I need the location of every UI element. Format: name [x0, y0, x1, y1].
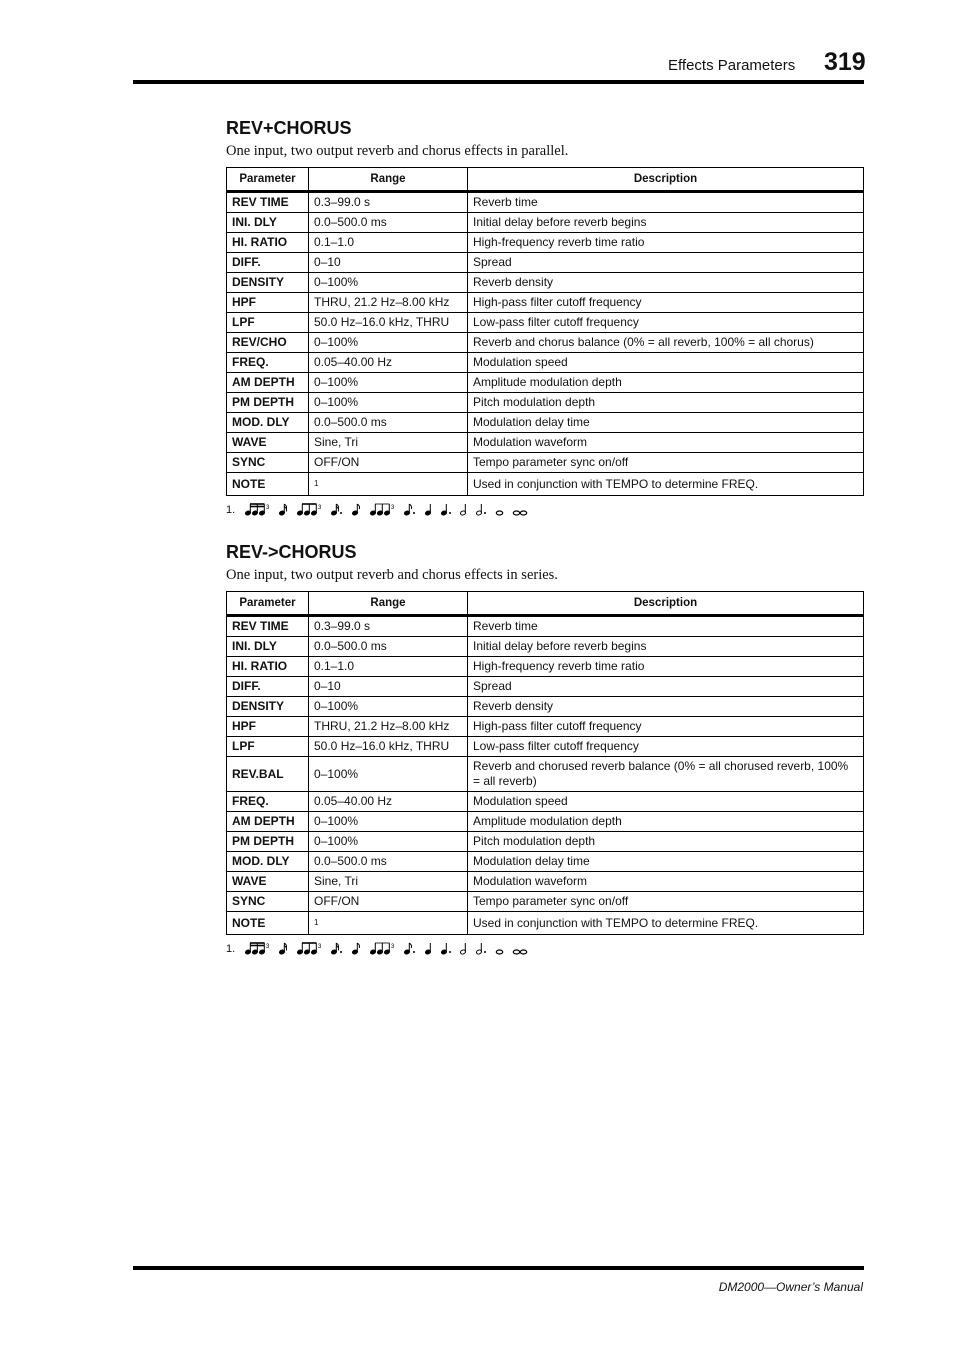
table-row: [227, 717, 864, 737]
cell-parameter: WAVE: [227, 872, 309, 892]
table-header-row: [227, 168, 864, 192]
table-row: [227, 872, 864, 892]
table-row: [227, 697, 864, 717]
cell-range: 0–100%: [309, 832, 468, 852]
cell-range: 0–10: [309, 253, 468, 273]
cell-parameter: PM DEPTH: [227, 393, 309, 413]
svg-text:3: 3: [391, 505, 395, 511]
footnote: [226, 941, 863, 957]
footnote-number: 1.: [226, 943, 236, 955]
table-row: [227, 852, 864, 872]
cell-description: Initial delay before reverb begins: [468, 213, 864, 233]
cell-description: Reverb time: [468, 192, 864, 213]
table-row: [227, 812, 864, 832]
column-header-description: Description: [468, 592, 864, 616]
cell-range: [309, 912, 468, 935]
parameter-table: [226, 591, 864, 935]
page-number: 319: [824, 48, 866, 76]
table-row: [227, 433, 864, 453]
table-row: [227, 616, 864, 637]
eighth-triplet-note-icon: [297, 942, 323, 955]
dotted-eighth-note-icon: [404, 503, 417, 516]
cell-range: Sine, Tri: [309, 433, 468, 453]
cell-range: [309, 473, 468, 496]
cell-parameter: HI. RATIO: [227, 233, 309, 253]
dotted-quarter-note-icon: [441, 503, 452, 516]
header-rule: [133, 80, 864, 84]
eighth-note-icon: [352, 942, 362, 955]
cell-parameter: INI. DLY: [227, 213, 309, 233]
cell-description: Spread: [468, 677, 864, 697]
column-header-description: Description: [468, 168, 864, 192]
cell-description: Modulation speed: [468, 353, 864, 373]
section-title: REV+CHORUS: [226, 118, 352, 138]
cell-description: Modulation speed: [468, 792, 864, 812]
cell-parameter: SYNC: [227, 453, 309, 473]
cell-range: 0.05–40.00 Hz: [309, 353, 468, 373]
cell-parameter: NOTE: [227, 912, 309, 935]
half-note-icon: [460, 942, 468, 955]
footer-rule: [133, 1266, 864, 1270]
cell-parameter: HI. RATIO: [227, 657, 309, 677]
cell-parameter: MOD. DLY: [227, 852, 309, 872]
cell-description: Reverb and chorus balance (0% = all reverb, 100% = all chorus): [468, 333, 864, 353]
cell-parameter: REV TIME: [227, 192, 309, 213]
table-row: [227, 293, 864, 313]
section-rev-chorus-series: [226, 541, 863, 957]
table-row: [227, 757, 864, 792]
dotted-half-note-icon: [476, 503, 487, 516]
whole-note-icon: [495, 503, 504, 516]
cell-range: 0.0–500.0 ms: [309, 637, 468, 657]
svg-text:3: 3: [266, 505, 270, 511]
table-row: [227, 737, 864, 757]
cell-description: Pitch modulation depth: [468, 393, 864, 413]
table-row: [227, 413, 864, 433]
cell-range: 0.1–1.0: [309, 657, 468, 677]
cell-description: High-frequency reverb time ratio: [468, 233, 864, 253]
cell-range: 0–10: [309, 677, 468, 697]
running-header-title: Effects Parameters: [668, 57, 796, 74]
cell-range: 0–100%: [309, 393, 468, 413]
table-row: [227, 792, 864, 812]
cell-range: 50.0 Hz–16.0 kHz, THRU: [309, 313, 468, 333]
cell-range: 0.3–99.0 s: [309, 616, 468, 637]
cell-parameter: FREQ.: [227, 792, 309, 812]
cell-description: Modulation delay time: [468, 852, 864, 872]
cell-range: Sine, Tri: [309, 872, 468, 892]
cell-description: High-pass filter cutoff frequency: [468, 293, 864, 313]
cell-description: Amplitude modulation depth: [468, 373, 864, 393]
table-row: [227, 637, 864, 657]
cell-description: Reverb density: [468, 697, 864, 717]
eighth-triplet-note-icon: [297, 503, 323, 516]
cell-description: Used in conjunction with TEMPO to determine FREQ.: [468, 912, 864, 935]
cell-parameter: NOTE: [227, 473, 309, 496]
column-header-parameter: Parameter: [227, 592, 309, 616]
table-row: [227, 273, 864, 293]
cell-parameter: DENSITY: [227, 697, 309, 717]
section-intro: One input, two output reverb and chorus effects in parallel.: [226, 143, 569, 159]
cell-parameter: SYNC: [227, 892, 309, 912]
cell-parameter: INI. DLY: [227, 637, 309, 657]
table-row: [227, 253, 864, 273]
cell-description: Tempo parameter sync on/off: [468, 892, 864, 912]
quarter-triplet-note-icon: [370, 942, 396, 955]
eighth-note-icon: [352, 503, 362, 516]
table-header-row: [227, 592, 864, 616]
cell-description: Amplitude modulation depth: [468, 812, 864, 832]
cell-range: 0–100%: [309, 373, 468, 393]
cell-range: 0–100%: [309, 812, 468, 832]
dotted-sixteenth-note-icon: [331, 503, 344, 516]
cell-parameter: PM DEPTH: [227, 832, 309, 852]
table-row: [227, 912, 864, 935]
cell-description: Reverb time: [468, 616, 864, 637]
cell-description: Pitch modulation depth: [468, 832, 864, 852]
dotted-half-note-icon: [476, 942, 487, 955]
section-rev-chorus-parallel: [226, 117, 863, 518]
table-row: [227, 353, 864, 373]
cell-description: Used in conjunction with TEMPO to determine FREQ.: [468, 473, 864, 496]
cell-range: 0–100%: [309, 333, 468, 353]
cell-range: 0–100%: [309, 697, 468, 717]
cell-parameter: REV TIME: [227, 616, 309, 637]
table-row: [227, 453, 864, 473]
note-value-symbols: [245, 943, 528, 955]
footnote-number: 1.: [226, 504, 236, 516]
cell-parameter: HPF: [227, 717, 309, 737]
section-intro: One input, two output reverb and chorus effects in series.: [226, 567, 558, 583]
cell-range: 0.05–40.00 Hz: [309, 792, 468, 812]
table-row: [227, 677, 864, 697]
cell-parameter: AM DEPTH: [227, 812, 309, 832]
sixteenth-triplet-note-icon: [245, 503, 271, 516]
table-row: [227, 892, 864, 912]
cell-parameter: LPF: [227, 737, 309, 757]
sixteenth-note-icon: [279, 942, 289, 955]
double-whole-note-icon: [512, 503, 528, 516]
table-row: [227, 657, 864, 677]
footnote-reference: 1: [314, 917, 319, 927]
cell-description: Modulation waveform: [468, 872, 864, 892]
quarter-note-icon: [425, 942, 433, 955]
cell-range: 0.0–500.0 ms: [309, 852, 468, 872]
cell-parameter: LPF: [227, 313, 309, 333]
cell-parameter: DIFF.: [227, 677, 309, 697]
table-row: [227, 393, 864, 413]
cell-parameter: WAVE: [227, 433, 309, 453]
table-row: [227, 832, 864, 852]
cell-range: 0.0–500.0 ms: [309, 213, 468, 233]
cell-parameter: FREQ.: [227, 353, 309, 373]
quarter-triplet-note-icon: [370, 503, 396, 516]
table-row: [227, 233, 864, 253]
footnote-reference: 1: [314, 478, 319, 488]
whole-note-icon: [495, 942, 504, 955]
table-row: [227, 373, 864, 393]
table-row: [227, 473, 864, 496]
sixteenth-triplet-note-icon: [245, 942, 271, 955]
cell-description: Modulation waveform: [468, 433, 864, 453]
column-header-range: Range: [309, 168, 468, 192]
svg-text:3: 3: [318, 944, 322, 950]
svg-text:3: 3: [391, 944, 395, 950]
cell-range: THRU, 21.2 Hz–8.00 kHz: [309, 293, 468, 313]
note-value-symbols: [245, 504, 528, 516]
cell-description: Low-pass filter cutoff frequency: [468, 737, 864, 757]
cell-parameter: MOD. DLY: [227, 413, 309, 433]
cell-description: Reverb density: [468, 273, 864, 293]
cell-parameter: REV/CHO: [227, 333, 309, 353]
dotted-quarter-note-icon: [441, 942, 452, 955]
cell-range: 0–100%: [309, 273, 468, 293]
cell-range: OFF/ON: [309, 892, 468, 912]
table-row: [227, 213, 864, 233]
cell-range: THRU, 21.2 Hz–8.00 kHz: [309, 717, 468, 737]
cell-description: Low-pass filter cutoff frequency: [468, 313, 864, 333]
cell-description: Reverb and chorused reverb balance (0% = all chorused reverb, 100% = all reverb): [468, 757, 864, 792]
cell-parameter: DIFF.: [227, 253, 309, 273]
cell-range: 0.3–99.0 s: [309, 192, 468, 213]
table-row: [227, 333, 864, 353]
svg-text:3: 3: [318, 505, 322, 511]
sixteenth-note-icon: [279, 503, 289, 516]
cell-parameter: REV.BAL: [227, 757, 309, 792]
quarter-note-icon: [425, 503, 433, 516]
column-header-parameter: Parameter: [227, 168, 309, 192]
table-row: [227, 192, 864, 213]
footnote: [226, 502, 863, 518]
parameter-table: [226, 167, 864, 496]
cell-description: Initial delay before reverb begins: [468, 637, 864, 657]
table-row: [227, 313, 864, 333]
double-whole-note-icon: [512, 942, 528, 955]
cell-parameter: HPF: [227, 293, 309, 313]
cell-range: 0–100%: [309, 757, 468, 792]
cell-description: High-pass filter cutoff frequency: [468, 717, 864, 737]
cell-parameter: DENSITY: [227, 273, 309, 293]
dotted-eighth-note-icon: [404, 942, 417, 955]
section-title: REV->CHORUS: [226, 542, 357, 562]
footer-manual-title: DM2000—Owner’s Manual: [718, 1280, 863, 1294]
cell-description: Modulation delay time: [468, 413, 864, 433]
svg-text:3: 3: [266, 944, 270, 950]
cell-range: 0.0–500.0 ms: [309, 413, 468, 433]
cell-parameter: AM DEPTH: [227, 373, 309, 393]
cell-range: 50.0 Hz–16.0 kHz, THRU: [309, 737, 468, 757]
half-note-icon: [460, 503, 468, 516]
cell-range: OFF/ON: [309, 453, 468, 473]
cell-range: 0.1–1.0: [309, 233, 468, 253]
cell-description: High-frequency reverb time ratio: [468, 657, 864, 677]
cell-description: Spread: [468, 253, 864, 273]
dotted-sixteenth-note-icon: [331, 942, 344, 955]
cell-description: Tempo parameter sync on/off: [468, 453, 864, 473]
column-header-range: Range: [309, 592, 468, 616]
